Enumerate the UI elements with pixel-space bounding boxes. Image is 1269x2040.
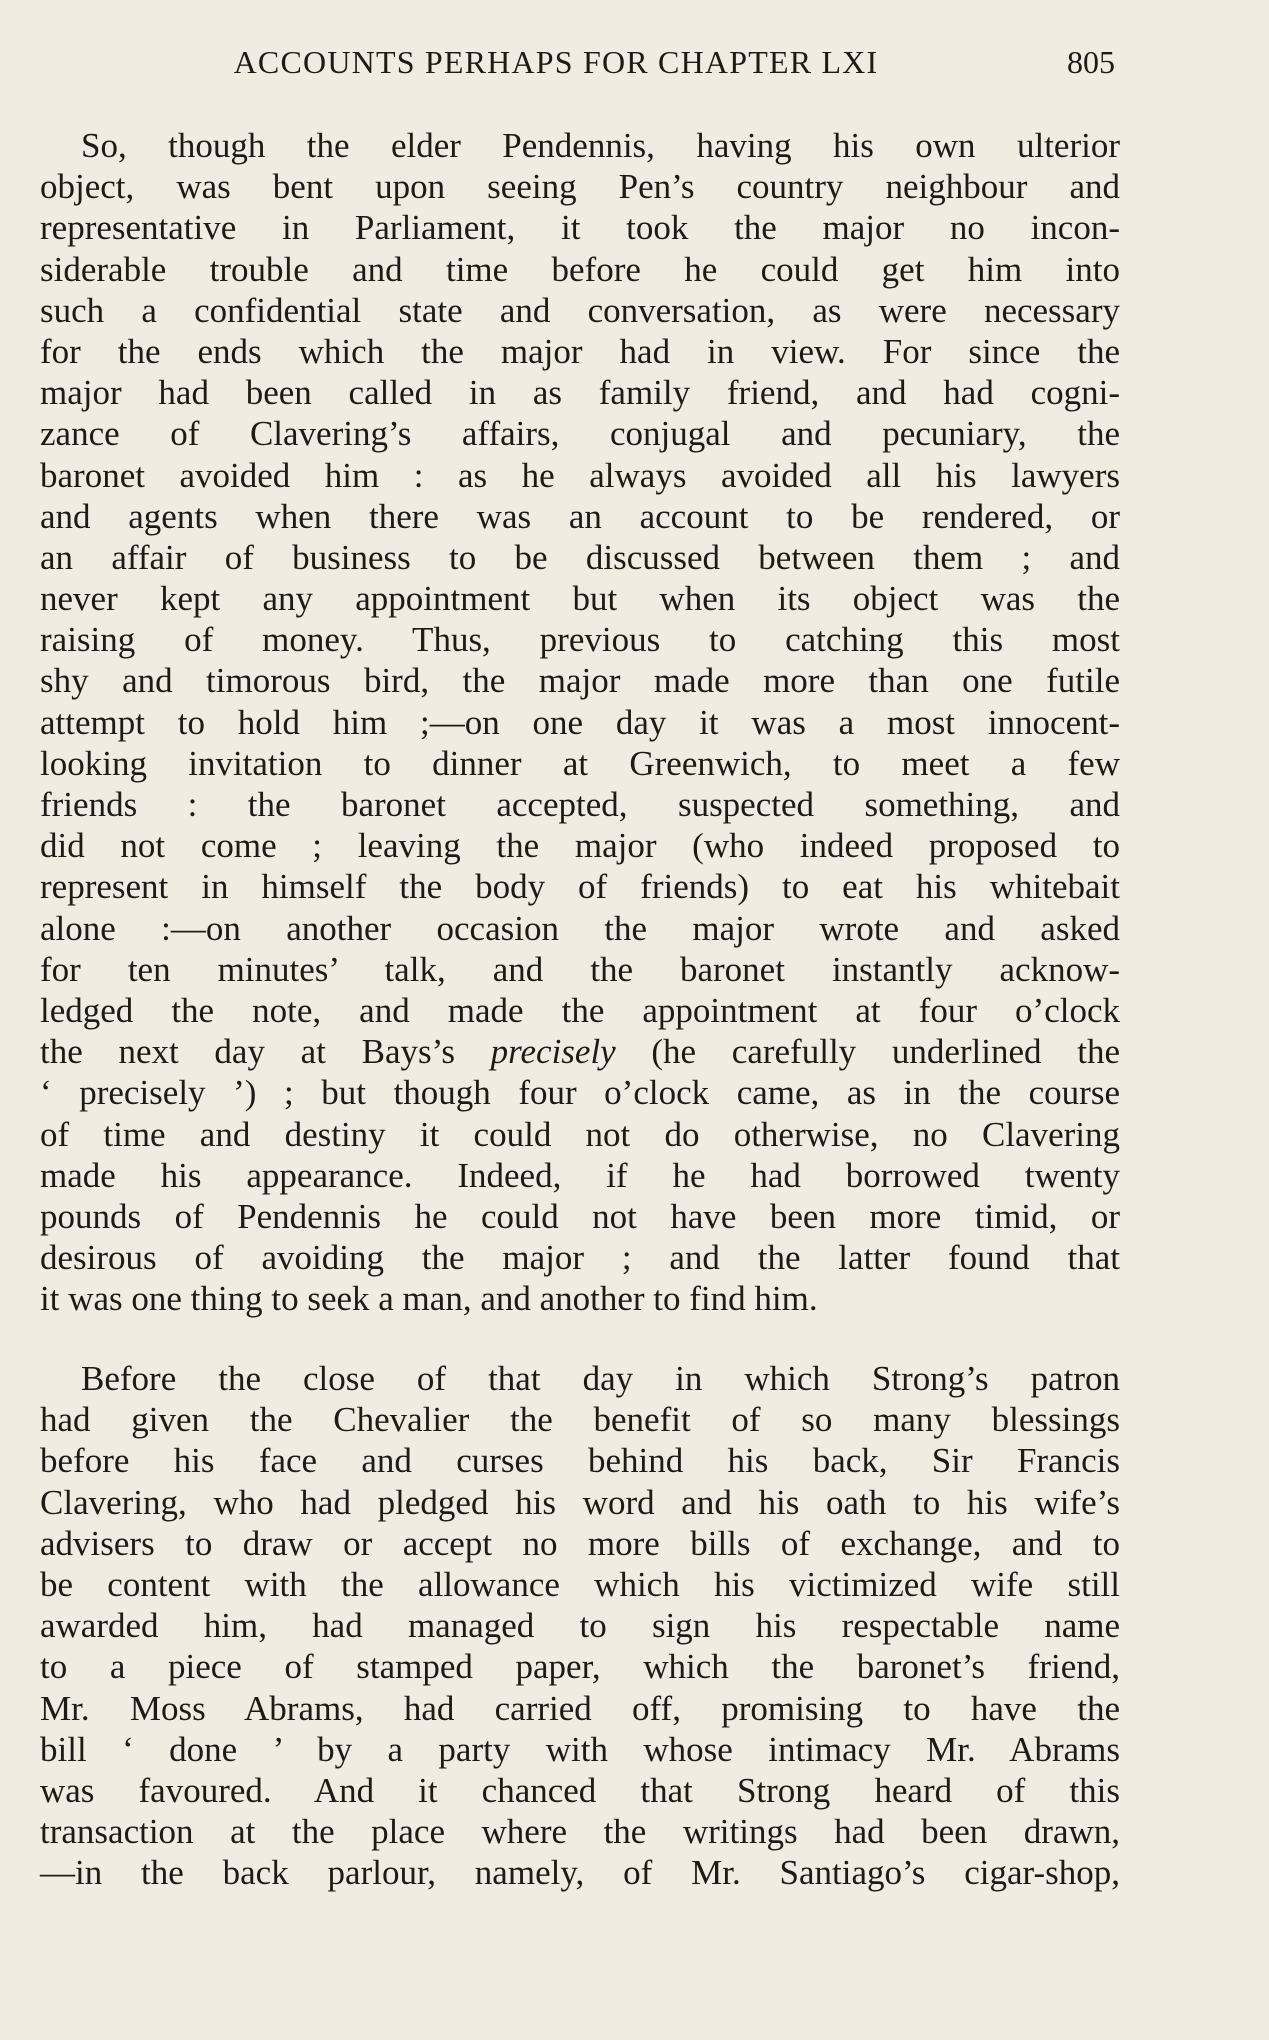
text-line: ledged the note, and made the appointment at four o’clock <box>40 990 1120 1030</box>
text-line: was favoured. And it chanced that Strong heard of this <box>40 1770 1120 1810</box>
text-line: desirous of avoiding the major ; and the latter found that <box>40 1238 1120 1278</box>
text-line: of time and destiny it could not do otherwise, no Clavering <box>40 1114 1120 1154</box>
paragraph-1 <box>40 125 1120 1319</box>
text-line: looking invitation to dinner at Greenwich, to meet a few <box>40 743 1120 783</box>
text-line: attempt to hold him ;—on one day it was a most innocent- <box>40 702 1120 742</box>
text-line: such a confidential state and conversation, as were necessary <box>40 290 1120 330</box>
text-line: made his appearance. Indeed, if he had borrowed twenty <box>40 1155 1120 1195</box>
text-line: object, was bent upon seeing Pen’s country neighbour and <box>40 167 1120 207</box>
text-line: zance of Clavering’s affairs, conjugal and pecuniary, the <box>40 414 1120 454</box>
page-number: 805 <box>1067 44 1115 80</box>
text-line: had given the Chevalier the benefit of so many blessings <box>40 1400 1120 1440</box>
text-line: advisers to draw or accept no more bills of exchange, and to <box>40 1523 1120 1563</box>
running-title: ACCOUNTS PERHAPS FOR CHAPTER LXI <box>233 44 879 80</box>
text-line: it was one thing to seek a man, and another to find him. <box>40 1279 818 1319</box>
italic-emphasis: precisely <box>490 1032 616 1072</box>
text-line: alone :—on another occasion the major wrote and asked <box>40 908 1120 948</box>
paragraph-2 <box>40 1358 1120 1893</box>
text-line: representative in Parliament, it took the major no incon- <box>40 208 1120 248</box>
running-header <box>40 44 1115 88</box>
text-line: siderable trouble and time before he could get him into <box>40 249 1120 289</box>
text-line: bill ‘ done ’ by a party with whose intimacy Mr. Abrams <box>40 1729 1120 1769</box>
text-line: did not come ; leaving the major (who indeed proposed to <box>40 826 1120 866</box>
text-line: never kept any appointment but when its object was the <box>40 579 1120 619</box>
text-line: represent in himself the body of friends) to eat his whitebait <box>40 867 1120 907</box>
text-line: shy and timorous bird, the major made more than one futile <box>40 661 1120 701</box>
text-line: before his face and curses behind his back, Sir Francis <box>40 1441 1120 1481</box>
text-line: be content with the allowance which his victimized wife still <box>40 1564 1120 1604</box>
text-line: to a piece of stamped paper, which the baronet’s friend, <box>40 1647 1120 1687</box>
text-segment: (he carefully underlined the <box>615 1032 1120 1072</box>
text-line: major had been called in as family friend, and had cogni- <box>40 373 1120 413</box>
text-segment: the next day at Bays’s <box>40 1032 491 1072</box>
text-line <box>40 1031 1120 1072</box>
text-line: —in the back parlour, namely, of Mr. Santiago’s cigar-shop, <box>40 1853 1120 1893</box>
text-line: Before the close of that day in which Strong’s patron <box>81 1359 1120 1398</box>
text-line: ‘ precisely ’) ; but though four o’clock came, as in the course <box>40 1073 1120 1113</box>
text-line: friends : the baronet accepted, suspected something, and <box>40 785 1120 824</box>
text-line: Clavering, who had pledged his word and his oath to his wife’s <box>40 1482 1120 1522</box>
text-line: pounds of Pendennis he could not have been more timid, or <box>40 1196 1120 1236</box>
text-line: Mr. Moss Abrams, had carried off, promising to have the <box>40 1688 1120 1728</box>
text-line: an affair of business to be discussed between them ; and <box>40 537 1120 577</box>
text-line: awarded him, had managed to sign his respectable name <box>40 1606 1120 1646</box>
text-line: baronet avoided him : as he always avoided all his lawyers <box>40 455 1120 495</box>
text-line: for the ends which the major had in view. For since the <box>40 331 1120 371</box>
text-line: transaction at the place where the writings had been drawn, <box>40 1812 1120 1852</box>
text-line: for ten minutes’ talk, and the baronet instantly acknow- <box>40 949 1120 989</box>
text-line: So, though the elder Pendennis, having his own ulterior <box>81 126 1120 165</box>
text-line: and agents when there was an account to be rendered, or <box>40 496 1120 536</box>
text-line: raising of money. Thus, previous to catching this most <box>40 620 1120 660</box>
